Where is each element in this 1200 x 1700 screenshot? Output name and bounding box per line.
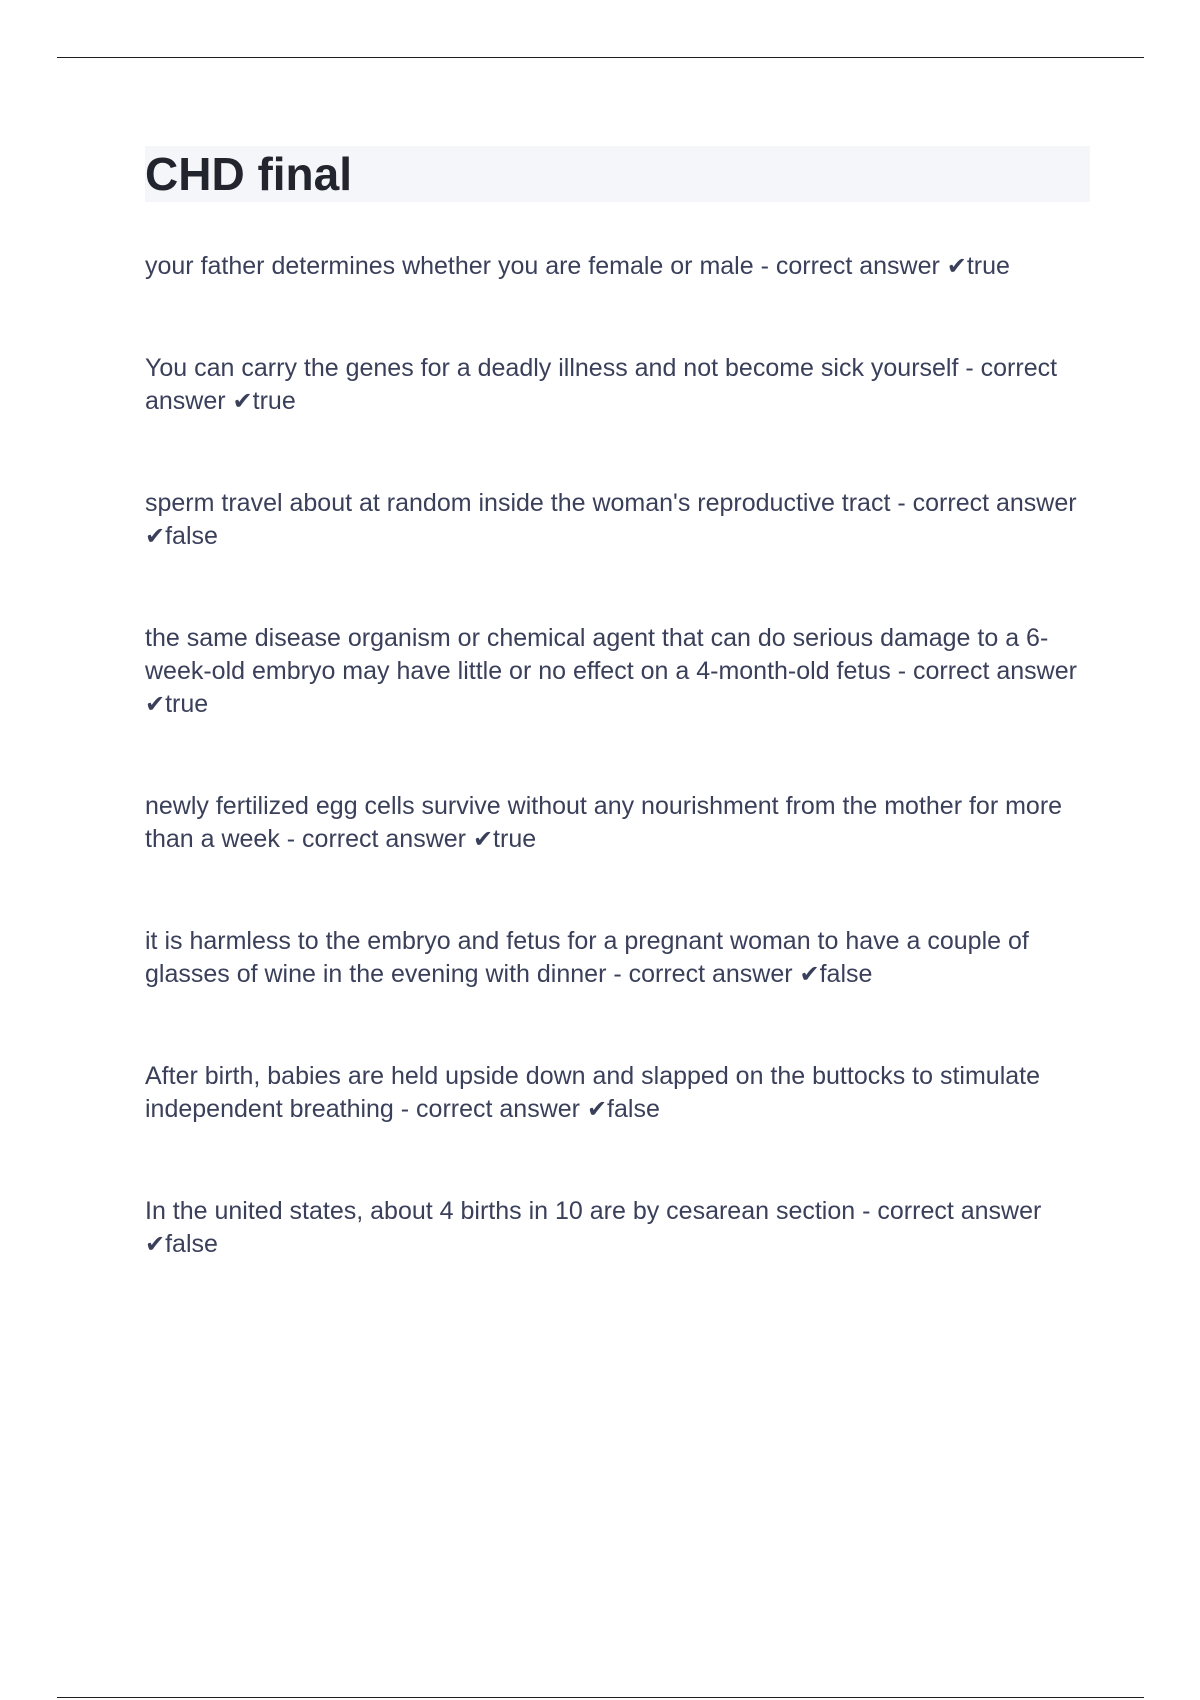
answer-label: correct answer — [302, 825, 473, 853]
check-mark-icon: ✔ — [586, 1096, 608, 1123]
question-text: it is harmless to the embryo and fetus for a pregnant woman to have a couple of glasses of wine in the evening with dinner — [145, 927, 1029, 988]
answer-value: false — [607, 1095, 660, 1123]
answer-label: correct answer — [775, 252, 947, 280]
question-text: In the united states, about 4 births in 10 are by cesarean section — [145, 1197, 856, 1225]
answer-label: correct answer — [912, 489, 1077, 517]
check-mark-icon: ✔ — [145, 1231, 166, 1258]
title-bar — [145, 146, 1090, 202]
separator: - — [855, 1197, 878, 1225]
question-item — [145, 622, 1090, 721]
question-text: After birth, babies are held upside down and slapped on the buttocks to stimulate independent breathing — [145, 1062, 1041, 1123]
answer-value: false — [165, 522, 218, 550]
question-text: your father determines whether you are female or male — [145, 252, 754, 280]
question-item — [145, 352, 1090, 418]
check-mark-icon: ✔ — [472, 826, 494, 853]
header-rule — [57, 57, 1144, 58]
separator: - — [890, 489, 913, 517]
answer-label: correct answer — [416, 1095, 587, 1123]
question-text: sperm travel about at random inside the woman's reproductive tract — [145, 489, 891, 517]
separator: - — [958, 354, 981, 382]
check-mark-icon: ✔ — [145, 691, 166, 718]
separator: - — [753, 252, 776, 280]
question-text: the same disease organism or chemical agent that can do serious damage to a 6-week-old embryo may have little or no effect on a 4-month-old fetus — [145, 624, 1049, 685]
answer-value: false — [819, 960, 873, 988]
check-mark-icon: ✔ — [799, 961, 820, 988]
answer-label: correct answer — [912, 657, 1077, 685]
footer-rule — [57, 1697, 1144, 1698]
answer-label: correct answer — [628, 960, 800, 988]
separator: - — [890, 657, 913, 685]
question-item — [145, 487, 1090, 553]
answer-value: true — [252, 387, 296, 415]
answer-value: false — [165, 1230, 218, 1258]
separator: - — [606, 960, 629, 988]
answer-value: true — [966, 252, 1010, 280]
question-item — [145, 250, 1090, 283]
answer-value: true — [165, 690, 209, 718]
separator: - — [393, 1095, 417, 1123]
question-item — [145, 925, 1090, 991]
check-mark-icon: ✔ — [232, 388, 253, 415]
question-text: You can carry the genes for a deadly illness and not become sick yourself — [145, 354, 959, 382]
answer-value: true — [493, 825, 537, 853]
answer-label: correct answer — [145, 354, 1058, 415]
document-title: CHD final — [145, 148, 352, 200]
separator: - — [279, 825, 303, 853]
question-item — [145, 790, 1090, 856]
question-item — [145, 1195, 1090, 1261]
check-mark-icon: ✔ — [145, 523, 166, 550]
question-text: newly fertilized egg cells survive without any nourishment from the mother for more than a week — [145, 792, 1063, 853]
check-mark-icon: ✔ — [946, 253, 967, 280]
question-item — [145, 1060, 1090, 1126]
answer-label: correct answer — [877, 1197, 1042, 1225]
question-list — [145, 250, 1090, 1261]
